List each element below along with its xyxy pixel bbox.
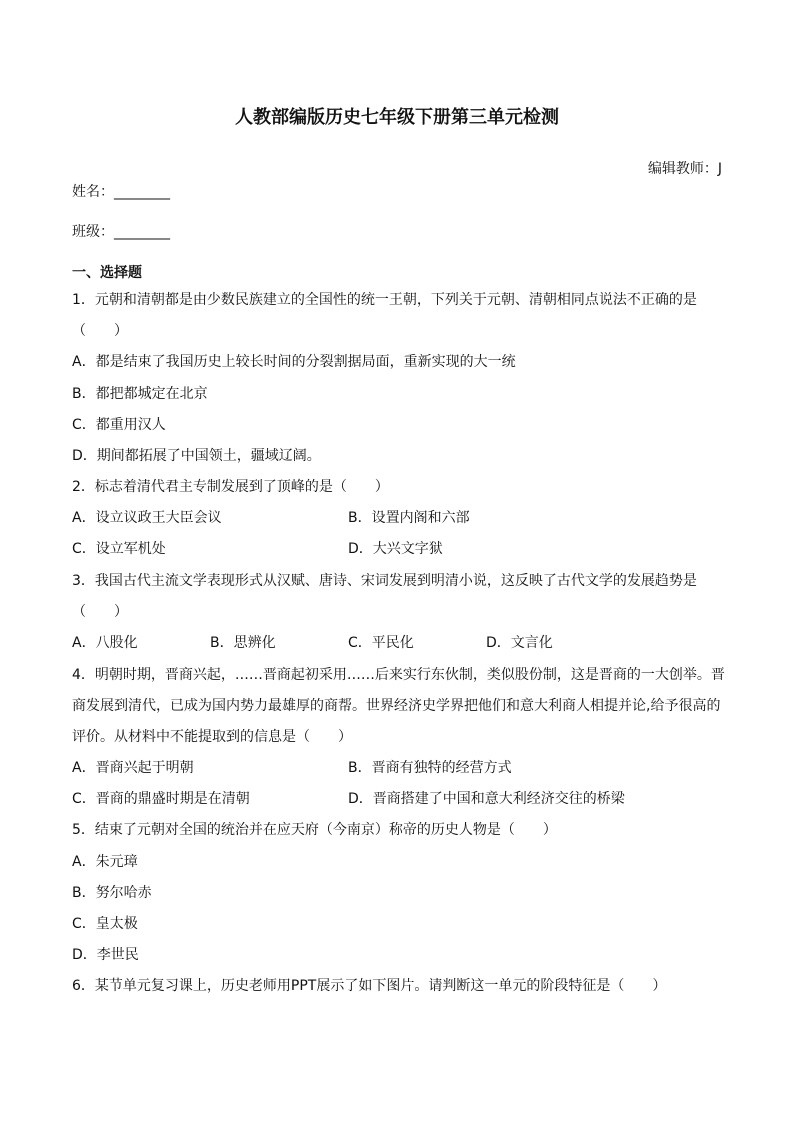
question-1-option-c: C．都重用汉人 bbox=[72, 417, 166, 433]
question-1-option-a: A．都是结束了我国历史上较长时间的分裂割据局面，重新实现的大一统 bbox=[72, 354, 516, 370]
question-3-option-d: D．文言化 bbox=[486, 635, 553, 651]
question-1-option-b: B．都把都城定在北京 bbox=[72, 386, 208, 402]
question-3-option-b: B．思辨化 bbox=[210, 635, 276, 651]
question-3-option-c: C．平民化 bbox=[348, 635, 414, 651]
question-2-option-a: A．设立议政王大臣会议 bbox=[72, 510, 222, 526]
question-2-option-c: C．设立军机处 bbox=[72, 541, 166, 557]
question-4-option-c: C．晋商的鼎盛时期是在清朝 bbox=[72, 791, 250, 807]
class-field: 班级：________ bbox=[72, 224, 170, 240]
question-4-stem-line1: 4．明朝时期，晋商兴起，……晋商起初采用……后来实行东伙制，类似股份制，这是晋商的一大创举。晋 bbox=[72, 667, 725, 683]
question-2-stem: 2．标志着清代君主专制发展到了顶峰的是（ ） bbox=[72, 479, 389, 495]
question-1-stem: 1．元朝和清朝都是由少数民族建立的全国性的统一王朝，下列关于元朝、清朝相同点说法不正确的是 bbox=[72, 292, 697, 308]
question-4-option-d: D．晋商搭建了中国和意大利经济交往的桥梁 bbox=[348, 791, 625, 807]
name-field: 姓名：________ bbox=[72, 184, 170, 200]
question-3-paren: （ ） bbox=[72, 604, 128, 620]
question-5-option-d: D．李世民 bbox=[72, 947, 139, 963]
question-6-stem: 6．某节单元复习课上，历史老师用PPT展示了如下图片。请判断这一单元的阶段特征是（ ） bbox=[72, 978, 667, 994]
question-2-option-b: B．设置内阁和六部 bbox=[348, 510, 470, 526]
teacher-label: 编辑教师：J bbox=[647, 161, 722, 177]
question-5-option-a: A．朱元璋 bbox=[72, 854, 138, 870]
question-3-option-a: A．八股化 bbox=[72, 635, 138, 651]
page-title: 人教部编版历史七年级下册第三单元检测 bbox=[235, 107, 559, 128]
section-heading: 一、选择题 bbox=[72, 265, 142, 281]
question-5-stem: 5．结束了元朝对全国的统治并在应天府（今南京）称帝的历史人物是（ ） bbox=[72, 822, 557, 838]
question-4-option-a: A．晋商兴起于明朝 bbox=[72, 760, 194, 776]
question-5-option-b: B．努尔哈赤 bbox=[72, 885, 152, 901]
question-1-paren: （ ） bbox=[72, 323, 128, 339]
question-5-option-c: C．皇太极 bbox=[72, 916, 138, 932]
question-4-stem-line3: 评价。从材料中不能提取到的信息是（ ） bbox=[72, 729, 352, 745]
question-2-option-d: D．大兴文字狱 bbox=[348, 541, 443, 557]
question-3-stem: 3．我国古代主流文学表现形式从汉赋、唐诗、宋词发展到明清小说，这反映了古代文学的发展趋势是 bbox=[72, 573, 697, 589]
question-4-stem-line2: 商发展到清代，已成为国内势力最雄厚的商帮。世界经济史学界把他们和意大利商人相提并论,给予很高的 bbox=[72, 698, 721, 714]
question-1-option-d: D．期间都拓展了中国领土，疆域辽阔。 bbox=[72, 448, 321, 464]
question-4-option-b: B．晋商有独特的经营方式 bbox=[348, 760, 512, 776]
